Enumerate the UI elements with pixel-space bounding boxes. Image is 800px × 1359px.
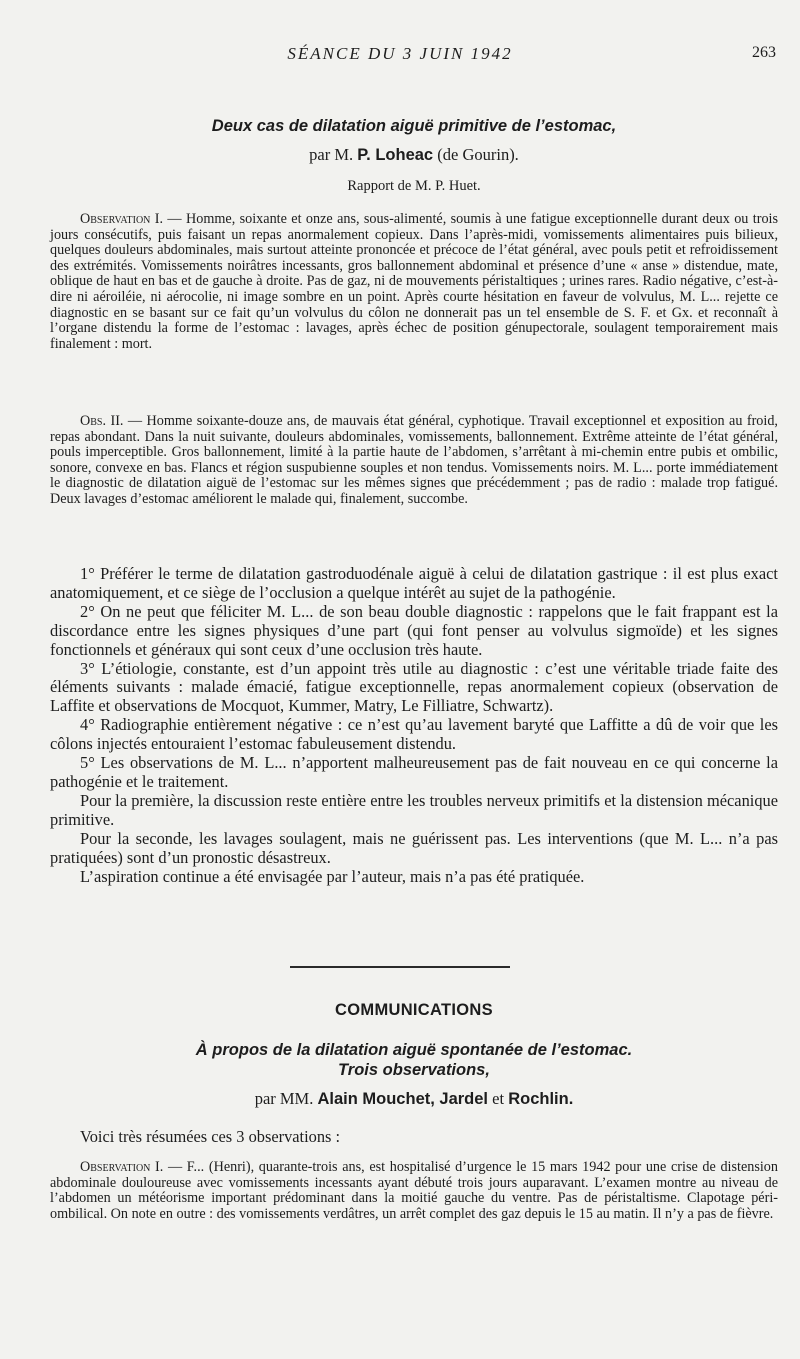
communication-title [50, 1040, 778, 1080]
observation-2 [50, 414, 778, 508]
point-3: 3° L’étiologie, constante, est d’un appoint très utile au diagnostic : c’est une véritable triade faite des éléments suivants : malade émacié, fatigue exceptionnelle, repas anormalement copieux (observation de Laffite et observations de Mocquot, Kummer, Matry, Le Filliatre, Schwartz). [50, 658, 778, 716]
observation-1-text: — Homme, soixante et onze ans, sous-alimenté, soumis à une fatigue exceptionnelle durant deux ou trois jours consécutifs, puis faisant un repas anormalement copieux. Dans l’après-midi, vomissements alimentaires puis bilieux, quelques douleurs abdominales, mais surtout atteinte prononcée et précoce de l’état général, avec pouls petit et refroidissement des extrémités. Vomissements noirâtres incessants, gros ballonnement abdominal et présence d’une « anse » distendue, mate, oblique de haut en bas et de gauche à droite. Pas de gaz, ni de mouvements péristaltiques ; urines rares. Radio négative, c’est-à-dire ni aéroiléie, ni aérocolie, ni image sombre en un point. Après courte hésitation en faveur de volvulus, M. L... rejette ce diagnostic en se basant sur ce fait qu’un volvulus du côlon ne donnerait pas un tel ensemble de S. F. et Gx. et reconnaît à l’organe distendu la forme de l’estomac : lavages, après échec de position génupectorale, soulagent temporairement mais finalement : mort. [50, 211, 779, 352]
article-title: Deux cas de dilatation aiguë primitive de l’estomac, [211, 117, 617, 135]
communication-observation-text: — F... (Henri), quarante-trois ans, est hospitalisé d’urgence le 15 mars 1942 pour une crise de distension abdominale douloureuse avec vomissements incessants ayant débuté trois jours auparavant. L’examen montre au niveau de l’abdomen un météorisme important prédominant dans la moitié gauche du ventre. Pas de péristaltisme. Clapotage péri-ombilical. On note en outre : des vomissements verdâtres, un arrêt complet des gaz depuis le 15 au matin. Il n’y a pas de fièvre. [50, 1159, 778, 1222]
authors-and: et [492, 1089, 505, 1108]
point-8: L’aspiration continue a été envisagée par l’auteur, mais n’a pas été pratiquée. [80, 866, 585, 886]
observation-2-label: Obs. II. [80, 413, 124, 429]
communication-title-line-1: À propos de la dilatation aiguë spontanée de l’estomac. [195, 1041, 633, 1059]
communication-intro: Voici très résumées ces 3 observations : [80, 1127, 341, 1146]
page-number: 263 [752, 44, 776, 61]
point-6: Pour la première, la discussion reste entière entre les troubles nerveux primitifs et la distension mécanique primitive. [50, 790, 778, 829]
page-header [0, 44, 800, 68]
report-points [50, 565, 778, 886]
author-place: (de Gourin). [437, 145, 519, 164]
communication-byline [50, 1089, 778, 1109]
byline-prefix: par M. [309, 145, 354, 164]
author-name: P. Loheac [357, 146, 434, 164]
communication-observation-1 [50, 1160, 778, 1222]
section-heading: COMMUNICATIONS [335, 1001, 493, 1019]
section-divider [290, 966, 510, 968]
point-1: 1° Préférer le terme de dilatation gastroduodénale aiguë à celui de dilatation gastrique : il est plus exact anatomiquement, et ce siège de l’occlusion a quelque intérêt au sujet de la pathogénie. [50, 564, 778, 602]
authors-1: Alain Mouchet, Jardel [317, 1090, 489, 1108]
running-title: SÉANCE DU 3 JUIN 1942 [287, 44, 513, 63]
communication-title-line-2: Trois observations, [338, 1061, 490, 1079]
observation-2-text: — Homme soixante-douze ans, de mauvais état général, cyphotique. Travail exceptionnel et exposition au froid, repas abondant. Dans la nuit suivante, douleurs abdominales, vomissements, ballonnement. Extrême atteinte de l’état général, pouls imperceptible. Gros ballonnement, limité à la partie haute de l’abdomen, s’arrêtant à mi-chemin entre pubis et ombilic, sonore, convexe en bas. Flancs et région suspubienne souples et non tendus. Vomissements noirs. M. L... porte immédiatement le diagnostic de dilatation aiguë de l’estomac sur les mêmes signes que précédemment ; pas de radio : malade trop fatigué. Deux lavages d’estomac améliorent le malade qui, finalement, succombe. [50, 413, 778, 507]
point-5: 5° Les observations de M. L... n’apportent malheureusement pas de fait nouveau en ce qui concerne la pathogénie et le traitement. [50, 753, 778, 791]
point-2: 2° On ne peut que féliciter M. L... de son beau double diagnostic : rappelons que le fait frappant est la discordance entre les signes physiques d’une part (qui font penser au volvulus sigmoïde) et les signes fonctionnels et généraux qui sont ceux d’une occlusion très haute. [50, 601, 778, 659]
article-byline [50, 145, 778, 165]
observation-1 [50, 212, 778, 352]
byline2-prefix: par MM. [254, 1089, 314, 1108]
point-4: 4° Radiographie entièrement négative : ce n’est qu’au lavement baryté que Laffitte a dû de voir que les côlons injectés entouraient l’estomac fabuleusement distendu. [50, 715, 778, 754]
report-line: Rapport de M. P. Huet. [347, 178, 481, 194]
observation-1-label: Observation I. [80, 211, 164, 227]
communication-observation-label: Observation I. [80, 1159, 164, 1175]
point-7: Pour la seconde, les lavages soulagent, mais ne guérissent pas. Les interventions (que M. L... n’a pas pratiquées) sont d’un pronostic désastreux. [50, 828, 778, 867]
authors-2: Rochlin. [508, 1090, 574, 1108]
